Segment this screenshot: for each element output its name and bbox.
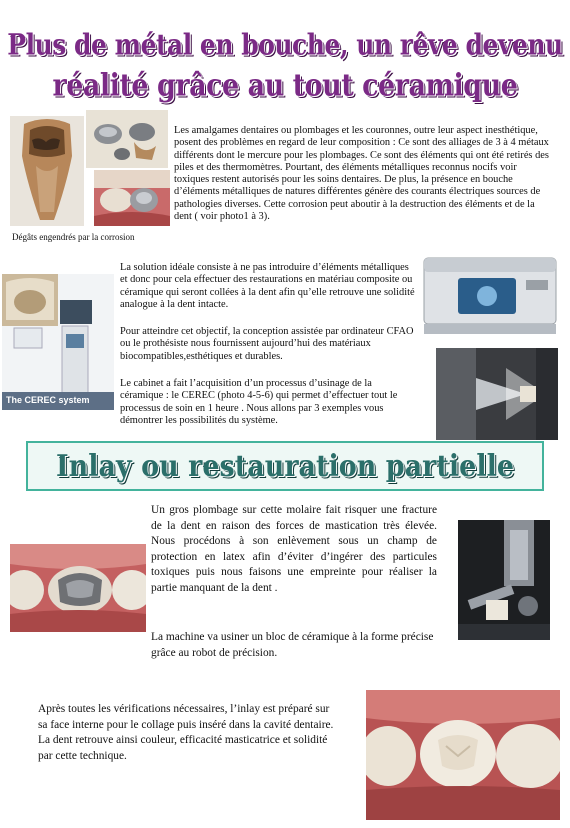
restored-teeth-photo: [366, 690, 560, 820]
corrosion-caption: Dégâts engendrés par la corrosion: [12, 232, 135, 242]
section-paragraph-2: La machine va usiner un bloc de céramique à la forme précise grâce au robot de précision.: [151, 631, 434, 659]
cerec-system-label: The CEREC system: [6, 395, 90, 405]
intro-paragraph: Les amalgames dentaires ou plombages et les couronnes, outre leur aspect inesthétique, posent des problèmes en regard de leur composition : Ce sont des alliages de 3 à 4 métaux différents dont le mercure pour les plombages. Ce sont des éléments qui ont été retirés des piles et des thermomètres. Pourtant, des éléments métalliques reconnus nocifs voir toxiques restent autorisés pour les soins dentaires. De plus, la présence en bouche d’éléments métalliques de natures différentes génère des courants électriques sources de pathologies diverses. Cette corrosion peut aboutir à la destruction des éléments et de la dent ( voir photo1 à 3).: [174, 125, 549, 223]
solution-paragraph-2: Pour atteindre cet objectif, la conception assistée par ordinateur CFAO ou le prothésiste nous fournissent aujourd’hui des matériaux biocompatibles,esthétiques et durables.: [120, 326, 414, 362]
molar-amalgam-photo: [10, 544, 146, 632]
corroded-tooth-photo: [10, 116, 84, 226]
crown-in-mouth-photo: [94, 170, 170, 226]
cerec-system-photo: [2, 274, 114, 410]
section-heading-banner: [26, 441, 544, 491]
page-title-line-2: réalité grâce au tout céramique: [52, 67, 518, 104]
milling-robot-photo: [458, 520, 550, 640]
section-heading: Inlay ou restauration partielle: [55, 448, 515, 484]
metal-fillings-photo: [86, 110, 168, 168]
milling-water-jet-photo: [436, 348, 558, 440]
page-title-line-1: Plus de métal en bouche, un rêve devenu: [7, 27, 563, 62]
cerec-milling-unit-photo: [418, 244, 560, 346]
section-paragraph-1: Un gros plombage sur cette molaire fait risquer une fracture de la dent en raison des forces de mastication très élevée. Nous procédons à son enlèvement sous un champ de protection en latex afin d’éviter d’ingérer des particules toxiques puis nous faisons une empreinte pour réaliser la partie manquant de la dent .: [151, 504, 437, 594]
section-paragraph-3: Après toutes les vérifications nécessaires, l’inlay est préparé sur sa face interne pour le collage puis inséré dans la cavité dentaire. La dent retrouve ainsi couleur, efficacité masticatrice et solidité par cette technique.: [38, 703, 334, 762]
solution-paragraph-3: Le cabinet a fait l’acquisition d’un processus d’usinage de la céramique : le CEREC (photo 4-5-6) qui permet d’effectuer tout le processus de soin en 1 heure . Nous allons par 3 exemples vous démontrer les possibilités du système.: [120, 378, 398, 426]
solution-paragraph-1: La solution idéale consiste à ne pas introduire d’éléments métalliques et donc pour cela effectuer des restaurations en matériau composite ou céramique qui seront collées à la dent afin qu’elle retrouve une solidité analogue à la dent intacte.: [120, 262, 415, 310]
